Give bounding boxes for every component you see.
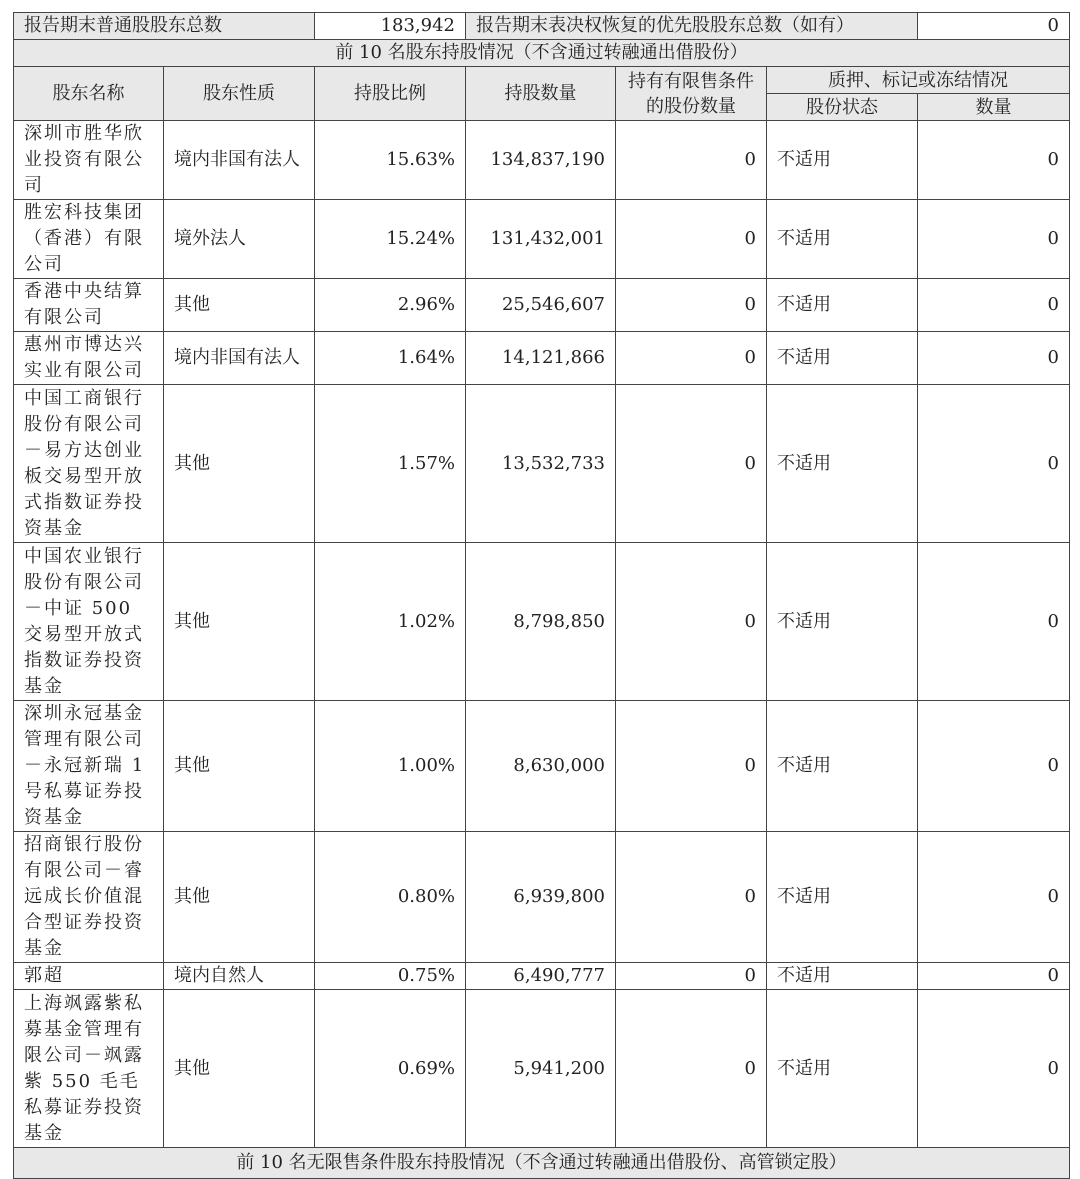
- holding-ratio: 0.75%: [315, 963, 466, 990]
- table-row: [14, 990, 1070, 1148]
- pledge-count: 0: [918, 385, 1070, 543]
- shareholder-nature: 其他: [164, 701, 315, 832]
- pledge-status: 不适用: [767, 963, 918, 990]
- shareholder-name: 深圳市胜华欣业投资有限公司: [14, 121, 164, 200]
- shareholder-nature: 境外法人: [164, 200, 315, 279]
- holding-quantity: 134,837,190: [466, 121, 616, 200]
- pledge-count: 0: [918, 701, 1070, 832]
- header-qty: 持股数量: [466, 67, 616, 121]
- restricted-quantity: 0: [616, 832, 767, 963]
- table-row: [14, 963, 1070, 990]
- shareholder-name: 招商银行股份有限公司－睿远成长价值混合型证券投资基金: [14, 832, 164, 963]
- pledge-count: 0: [918, 332, 1070, 385]
- holding-quantity: 8,630,000: [466, 701, 616, 832]
- shareholder-name: 香港中央结算有限公司: [14, 279, 164, 332]
- pledge-status: 不适用: [767, 279, 918, 332]
- pledge-status: 不适用: [767, 990, 918, 1148]
- table-row: [14, 200, 1070, 279]
- header-ratio: 持股比例: [315, 67, 466, 121]
- preferred-holders-value: 0: [918, 13, 1070, 40]
- common-holders-value: 183,942: [315, 13, 466, 40]
- shareholder-nature: 境内非国有法人: [164, 332, 315, 385]
- shareholder-name: 惠州市博达兴实业有限公司: [14, 332, 164, 385]
- holding-quantity: 25,546,607: [466, 279, 616, 332]
- holding-ratio: 15.24%: [315, 200, 466, 279]
- top10-title-row: [14, 40, 1070, 67]
- holding-quantity: 14,121,866: [466, 332, 616, 385]
- bottom-title: 前 10 名无限售条件股东持股情况（不含通过转融通出借股份、高管锁定股）: [14, 1148, 1070, 1179]
- table-row: [14, 832, 1070, 963]
- pledge-count: 0: [918, 543, 1070, 701]
- shareholder-nature: 境内非国有法人: [164, 121, 315, 200]
- shareholder-name: 胜宏科技集团（香港）有限公司: [14, 200, 164, 279]
- holding-ratio: 15.63%: [315, 121, 466, 200]
- pledge-count: 0: [918, 279, 1070, 332]
- shareholder-table: [13, 12, 1070, 1179]
- holding-quantity: 5,941,200: [466, 990, 616, 1148]
- holding-ratio: 0.80%: [315, 832, 466, 963]
- table-row: [14, 332, 1070, 385]
- table-row: [14, 701, 1070, 832]
- bottom-title-row: [14, 1148, 1070, 1179]
- pledge-count: 0: [918, 200, 1070, 279]
- common-holders-label: 报告期末普通股股东总数: [14, 13, 315, 40]
- header-count: 数量: [918, 94, 1070, 121]
- top10-title: 前 10 名股东持股情况（不含通过转融通出借股份）: [14, 40, 1070, 67]
- pledge-status: 不适用: [767, 385, 918, 543]
- restricted-quantity: 0: [616, 200, 767, 279]
- holding-ratio: 1.57%: [315, 385, 466, 543]
- shareholder-nature: 其他: [164, 279, 315, 332]
- pledge-count: 0: [918, 990, 1070, 1148]
- restricted-quantity: 0: [616, 543, 767, 701]
- holding-quantity: 131,432,001: [466, 200, 616, 279]
- holding-ratio: 2.96%: [315, 279, 466, 332]
- restricted-quantity: 0: [616, 963, 767, 990]
- pledge-count: 0: [918, 121, 1070, 200]
- holding-ratio: 1.02%: [315, 543, 466, 701]
- shareholder-name: 上海飒露紫私募基金管理有限公司－飒露紫 550 毛毛私募证券投资基金: [14, 990, 164, 1148]
- pledge-count: 0: [918, 832, 1070, 963]
- shareholder-name: 郭超: [14, 963, 164, 990]
- header-name: 股东名称: [14, 67, 164, 121]
- pledge-status: 不适用: [767, 832, 918, 963]
- shareholder-nature: 其他: [164, 543, 315, 701]
- holding-ratio: 1.64%: [315, 332, 466, 385]
- header-nature: 股东性质: [164, 67, 315, 121]
- shareholder-nature: 其他: [164, 990, 315, 1148]
- holding-ratio: 1.00%: [315, 701, 466, 832]
- shareholder-name: 中国农业银行股份有限公司－中证 500 交易型开放式指数证券投资基金: [14, 543, 164, 701]
- shareholder-nature: 其他: [164, 832, 315, 963]
- preferred-holders-label: 报告期末表决权恢复的优先股股东总数（如有）: [466, 13, 918, 40]
- header-pledge: 质押、标记或冻结情况: [767, 67, 1070, 94]
- header-restricted: 持有有限售条件的股份数量: [616, 67, 767, 121]
- restricted-quantity: 0: [616, 701, 767, 832]
- summary-row: [14, 13, 1070, 40]
- pledge-status: 不适用: [767, 332, 918, 385]
- restricted-quantity: 0: [616, 990, 767, 1148]
- table-row: [14, 543, 1070, 701]
- holding-quantity: 6,939,800: [466, 832, 616, 963]
- pledge-status: 不适用: [767, 543, 918, 701]
- table-row: [14, 121, 1070, 200]
- pledge-status: 不适用: [767, 200, 918, 279]
- header-row-1: [14, 67, 1070, 94]
- restricted-quantity: 0: [616, 332, 767, 385]
- shareholder-name: 深圳永冠基金管理有限公司－永冠新瑞 1 号私募证券投资基金: [14, 701, 164, 832]
- holding-quantity: 6,490,777: [466, 963, 616, 990]
- shareholder-nature: 境内自然人: [164, 963, 315, 990]
- pledge-status: 不适用: [767, 701, 918, 832]
- restricted-quantity: 0: [616, 279, 767, 332]
- restricted-quantity: 0: [616, 385, 767, 543]
- table-row: [14, 279, 1070, 332]
- shareholder-nature: 其他: [164, 385, 315, 543]
- holding-quantity: 8,798,850: [466, 543, 616, 701]
- restricted-quantity: 0: [616, 121, 767, 200]
- shareholder-name: 中国工商银行股份有限公司－易方达创业板交易型开放式指数证券投资基金: [14, 385, 164, 543]
- holding-quantity: 13,532,733: [466, 385, 616, 543]
- pledge-count: 0: [918, 963, 1070, 990]
- pledge-status: 不适用: [767, 121, 918, 200]
- holding-ratio: 0.69%: [315, 990, 466, 1148]
- table-row: [14, 385, 1070, 543]
- header-status: 股份状态: [767, 94, 918, 121]
